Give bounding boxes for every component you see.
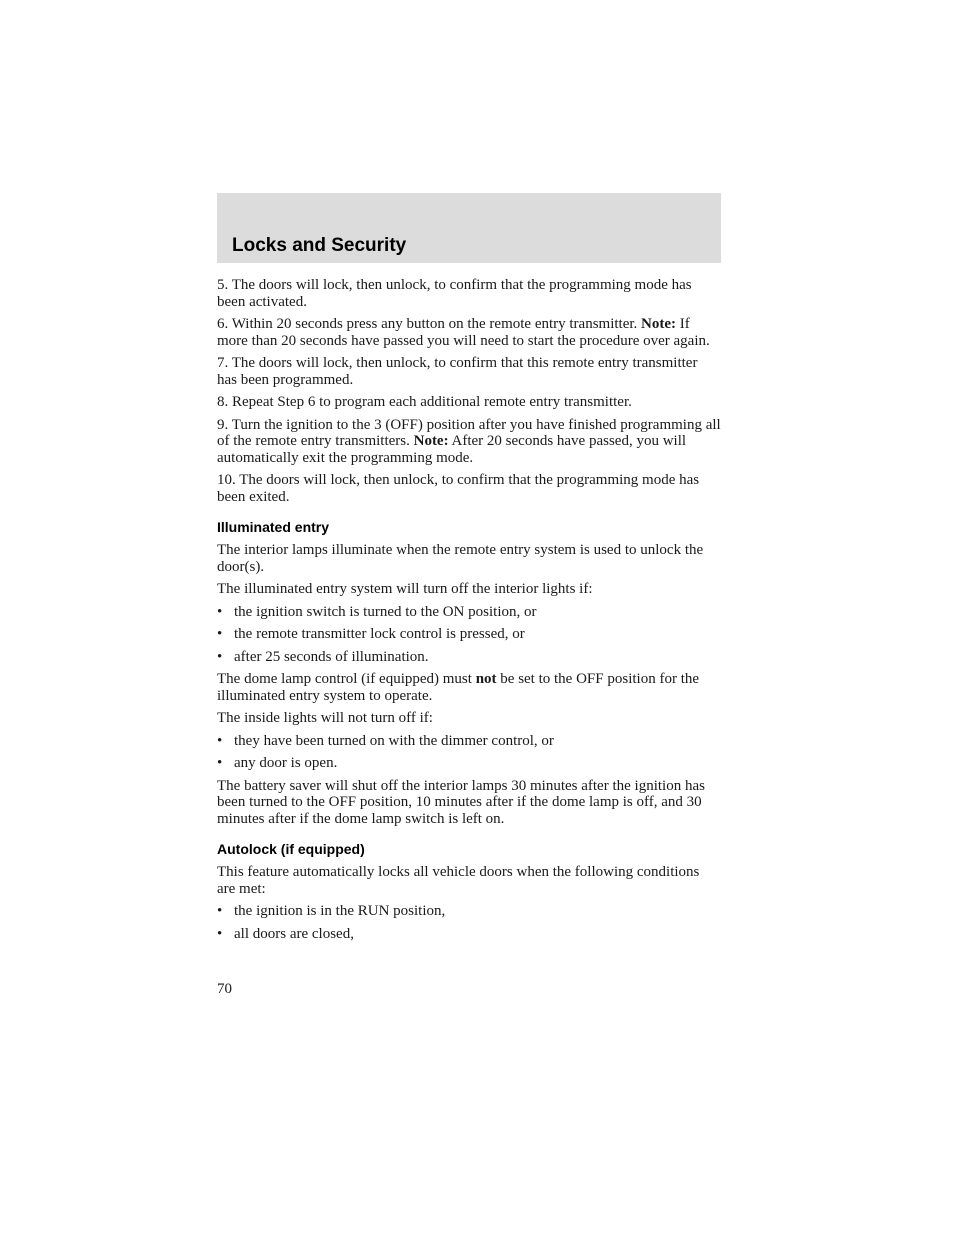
emphasis-not: not: [475, 671, 497, 687]
step-7: 7. The doors will lock, then unlock, to confirm that this remote entry transmitter has been programmed.: [217, 355, 698, 388]
battery-saver-paragraph: The battery saver will shut off the interior lamps 30 minutes after the ignition has been turned to the OFF position, 10 minutes after if the dome lamp is off, and 30 minutes after if the dome lamp switch is left on.: [217, 777, 705, 827]
list-item: [217, 626, 721, 643]
step-9: [217, 417, 721, 467]
list-item: [217, 903, 721, 920]
dome-lamp-text-end: be set to the OFF position for the illuminated entry system to operate.: [217, 671, 700, 704]
note-label: Note:: [641, 316, 677, 332]
step-6-text: 6. Within 20 seconds press any button on the remote entry transmitter.: [217, 316, 642, 332]
dome-lamp-paragraph: [217, 671, 721, 704]
page-number: 70: [217, 981, 232, 997]
bullet-icon: •: [217, 925, 223, 942]
step-8: 8. Repeat Step 6 to program each additional remote entry transmitter.: [217, 394, 632, 410]
bullet-icon: •: [217, 755, 223, 771]
step-9-note: After 20 seconds have passed, you will automatically exit the programming mode.: [217, 433, 687, 466]
list-item: [217, 649, 721, 666]
step-9-text: 9. Turn the ignition to the 3 (OFF) position after you have finished programming all of the remote entry transmitters.: [217, 416, 721, 449]
bullet-icon: •: [217, 648, 223, 665]
list-item-text: after 25 seconds of illumination.: [234, 648, 429, 665]
list-item-text: the ignition is in the RUN position,: [234, 903, 446, 919]
step-6-note: If more than 20 seconds have passed you will need to start the procedure over again.: [217, 316, 710, 349]
list-item-text: the remote transmitter lock control is pressed, or: [234, 626, 525, 642]
section-title: Locks and Security: [232, 235, 407, 256]
step-10: 10. The doors will lock, then unlock, to confirm that the programming mode has been exited.: [217, 472, 700, 505]
list-item-text: they have been turned on with the dimmer control, or: [234, 732, 554, 749]
dome-lamp-text: The dome lamp control (if equipped) must: [217, 671, 476, 687]
list-item-text: the ignition switch is turned to the ON position, or: [234, 603, 537, 620]
bullet-icon: •: [217, 903, 223, 919]
bullet-icon: •: [217, 732, 223, 749]
page-content: [217, 277, 721, 948]
list-item: [217, 755, 721, 772]
bullet-icon: •: [217, 603, 223, 620]
bullet-icon: •: [217, 626, 223, 642]
list-item: [217, 604, 721, 621]
illuminated-entry-heading: Illuminated entry: [217, 519, 330, 535]
turn-off-intro: The illuminated entry system will turn off the interior lights if:: [217, 581, 593, 597]
list-item: [217, 733, 721, 750]
not-off-intro: The inside lights will not turn off if:: [217, 710, 433, 726]
illuminated-intro: The interior lamps illuminate when the remote entry system is used to unlock the door(s).: [217, 542, 704, 575]
list-item: [217, 926, 721, 943]
note-label: Note:: [413, 433, 449, 449]
autolock-intro: This feature automatically locks all vehicle doors when the following conditions are met:: [217, 864, 700, 897]
list-item-text: all doors are closed,: [234, 925, 354, 942]
list-item-text: any door is open.: [234, 755, 338, 771]
autolock-heading: Autolock (if equipped): [217, 841, 365, 857]
step-5: 5. The doors will lock, then unlock, to confirm that the programming mode has been activated.: [217, 277, 692, 310]
step-6: [217, 316, 721, 349]
section-header-band: [217, 193, 721, 263]
